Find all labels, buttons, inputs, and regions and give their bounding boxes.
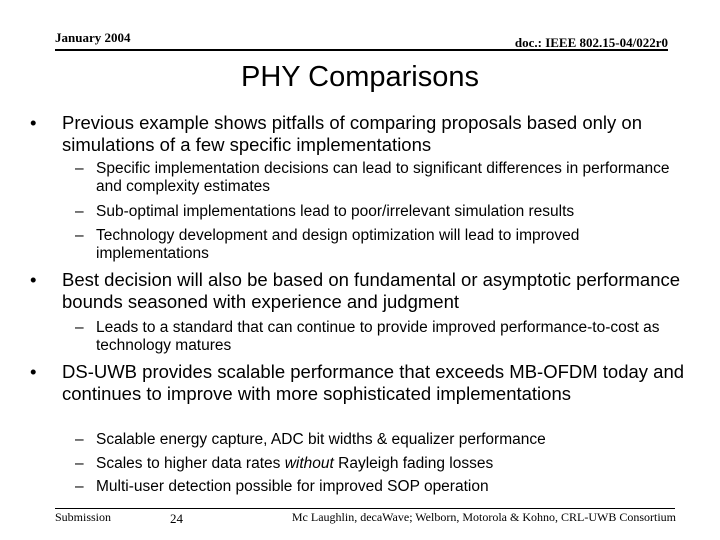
sub-bullet-text: Technology development and design optimization will lead to improved implementations xyxy=(96,227,580,262)
bullet-item xyxy=(26,112,698,156)
sub-bullet-item xyxy=(75,160,695,196)
slide-title: PHY Comparisons xyxy=(240,61,479,93)
sub-bullet-marker: – xyxy=(75,319,84,336)
header-divider xyxy=(55,49,668,51)
sub-bullet-item xyxy=(75,455,695,473)
sub-bullet-item xyxy=(75,478,695,496)
bullet-marker: • xyxy=(30,269,37,290)
sub-bullet-marker: – xyxy=(75,203,84,220)
sub-bullet-marker: – xyxy=(75,160,84,177)
footer-divider xyxy=(55,508,675,509)
sub-bullet-item xyxy=(75,431,695,449)
emphasis-text: without xyxy=(284,455,334,472)
sub-bullet-text xyxy=(96,455,695,473)
sub-bullet-marker: – xyxy=(75,431,84,448)
sub-bullet-text: Sub-optimal implementations lead to poor/irrelevant simulation results xyxy=(96,203,575,220)
sub-bullet-text: Specific implementation decisions can lead to significant differences in performance and complexity estimates xyxy=(96,160,670,195)
sub-bullet-item xyxy=(75,319,695,355)
page-number: 24 xyxy=(170,511,183,526)
sub-bullet-item xyxy=(75,227,695,263)
sub-bullet-text-part: Scales to higher data rates xyxy=(96,455,285,472)
sub-bullet-marker: – xyxy=(75,455,84,472)
bullet-text: Best decision will also be based on fundamental or asymptotic performance bounds seasoned with experience and judgment xyxy=(62,269,681,312)
bullet-item xyxy=(26,361,698,405)
bullet-marker: • xyxy=(30,361,37,382)
sub-bullet-text-part: Rayleigh fading losses xyxy=(333,455,494,472)
sub-bullet-text: Scalable energy capture, ADC bit widths & equalizer performance xyxy=(96,431,546,448)
header-date: January 2004 xyxy=(55,30,131,45)
sub-bullet-marker: – xyxy=(75,227,84,244)
sub-bullet-text: Multi-user detection possible for improved SOP operation xyxy=(96,478,489,495)
document-id: doc.: IEEE 802.15-04/022r0 xyxy=(514,35,668,50)
footer-submission: Submission xyxy=(55,510,112,524)
sub-bullet-item xyxy=(75,203,695,221)
sub-bullet-text: Leads to a standard that can continue to provide improved performance-to-cost as technology matures xyxy=(96,319,660,354)
bullet-marker: • xyxy=(30,112,37,133)
bullet-text: Previous example shows pitfalls of comparing proposals based only on simulations of a few specific implementations xyxy=(62,112,642,155)
sub-bullet-marker: – xyxy=(75,478,84,495)
footer-authors: Mc Laughlin, decaWave; Welborn, Motorola & Kohno, CRL-UWB Consortium xyxy=(291,510,676,524)
bullet-item xyxy=(26,269,698,313)
bullet-text: DS-UWB provides scalable performance that exceeds MB-OFDM today and continues to improve with more sophisticated implementations xyxy=(62,361,685,404)
